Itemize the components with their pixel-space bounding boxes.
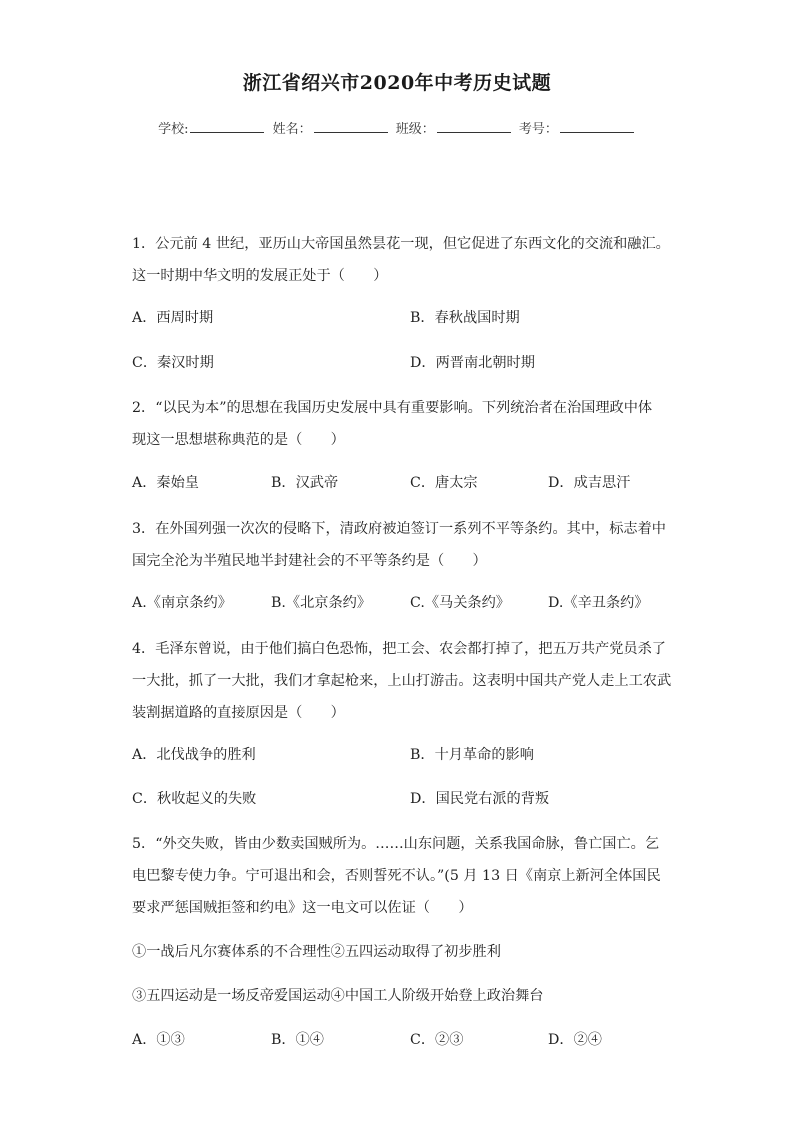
option-c[interactable]: C．秋收起义的失败 — [132, 791, 257, 807]
option-d[interactable]: D．两晋南北朝时期 — [410, 355, 535, 371]
option-d[interactable]: D．国民党右派的背叛 — [410, 791, 550, 807]
stem-line: 3．在外国列强一次次的侵略下，清政府被迫签订一系列不平等条约。其中，标志着中 — [132, 521, 666, 537]
question-stem — [132, 228, 672, 292]
stem-line: 国完全沦为半殖民地半封建社会的不平等条约是（ ） — [132, 553, 487, 569]
option-b[interactable]: B．十月革命的影响 — [410, 747, 534, 763]
option-a[interactable]: A.《南京条约》 — [132, 595, 232, 611]
option-a[interactable]: A．秦始皇 — [132, 475, 199, 491]
option-a[interactable]: A．①③ — [132, 1032, 185, 1048]
statement-line: ①一战后凡尔赛体系的不合理性②五四运动取得了初步胜利 — [132, 944, 501, 960]
option-d[interactable]: D.《辛丑条约》 — [548, 595, 649, 611]
stem-line: 装割据道路的直接原因是（ ） — [132, 705, 345, 721]
stem-line: 1．公元前 4 世纪，亚历山大帝国虽然昙花一现，但它促进了东西文化的交流和融汇。 — [132, 236, 670, 252]
question-stem — [132, 392, 672, 456]
stem-line: 电巴黎专使力争。宁可退出和会，否则誓死不认。”(5 月 13 日《南京上新河全体国民 — [132, 868, 661, 884]
option-a[interactable]: A．西周时期 — [132, 310, 214, 326]
option-d[interactable]: D．成吉思汗 — [548, 475, 631, 491]
school-label: 学校: — [158, 122, 189, 137]
option-a[interactable]: A．北伐战争的胜利 — [132, 747, 256, 763]
name-blank[interactable] — [314, 119, 388, 133]
option-c[interactable]: C．②③ — [410, 1032, 464, 1048]
question-stem — [132, 633, 672, 729]
option-b[interactable]: B．汉武帝 — [271, 475, 339, 491]
option-c[interactable]: C．秦汉时期 — [132, 355, 214, 371]
class-label: 班级： — [395, 122, 435, 137]
option-b[interactable]: B．①④ — [271, 1032, 324, 1048]
name-label: 姓名： — [272, 122, 312, 137]
exam-number-blank[interactable] — [560, 119, 634, 133]
stem-line: 这一时期中华文明的发展正处于（ ） — [132, 268, 388, 284]
statement-line: ③五四运动是一场反帝爱国运动④中国工人阶级开始登上政治舞台 — [132, 988, 544, 1004]
stem-line: 现这一思想堪称典范的是（ ） — [132, 432, 345, 448]
exam-number-label: 考号： — [518, 122, 558, 137]
question-stem — [132, 513, 672, 577]
stem-line: 2．“以民为本”的思想在我国历史发展中具有重要影响。下列统治者在治国理政中体 — [132, 400, 653, 416]
question-stem — [132, 828, 672, 924]
option-b[interactable]: B.《北京条约》 — [271, 595, 372, 611]
stem-line: 要求严惩国贼拒签和约电》这一电文可以佐证（ ） — [132, 900, 473, 916]
school-blank[interactable] — [190, 119, 264, 133]
option-c[interactable]: C.《马关条约》 — [410, 595, 510, 611]
page-title: 浙江省绍兴市2020年中考历史试题 — [242, 72, 552, 94]
option-c[interactable]: C．唐太宗 — [410, 475, 478, 491]
stem-line: 4．毛泽东曾说，由于他们搞白色恐怖，把工会、农会都打掉了，把五万共产党员杀了 — [132, 641, 666, 657]
stem-line: 一大批，抓了一大批，我们才拿起枪来，上山打游击。这表明中国共产党人走上工农武 — [132, 673, 672, 689]
option-d[interactable]: D．②④ — [548, 1032, 602, 1048]
class-blank[interactable] — [437, 119, 511, 133]
option-b[interactable]: B．春秋战国时期 — [410, 310, 520, 326]
student-info-line — [0, 118, 794, 137]
stem-line: 5．“外交失败，皆由少数卖国贼所为。……山东问题，关系我国命脉，鲁亡国亡。乞 — [132, 836, 660, 852]
